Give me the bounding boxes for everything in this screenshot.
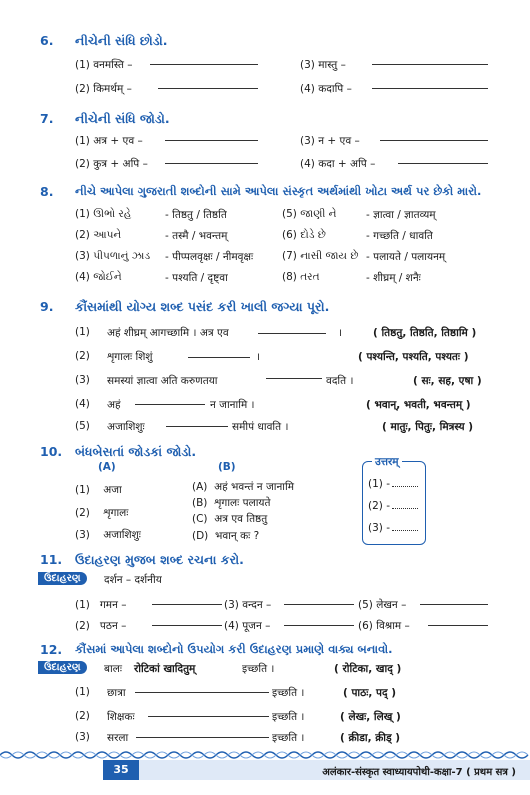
q8-right-options: - शीघ्रम् / शनैः [366, 272, 421, 284]
match-right-item: (D) भवान् कः ? [192, 530, 260, 542]
answer-line[interactable] [150, 64, 258, 65]
answer-box-title: उत्तरम् [372, 455, 402, 469]
example-subject: बालः [104, 663, 122, 675]
q11-item: (3) वन्दन – [224, 599, 272, 611]
q9-sentence: अहं [107, 399, 121, 411]
q11-item: (5) लेखन – [358, 599, 407, 611]
q11-item: (1) गमन – [75, 599, 127, 611]
answer-line[interactable] [284, 604, 354, 605]
example-tag: ઉદાહરણ [38, 661, 87, 674]
q8-right: (7) નાસી જાય છે [282, 250, 359, 262]
q8-left: (2) આપને [75, 229, 122, 241]
answer-line[interactable] [266, 378, 322, 379]
answer-line[interactable] [284, 625, 354, 626]
answer-line[interactable] [398, 163, 488, 164]
answer-line[interactable] [380, 140, 488, 141]
answer-line[interactable] [152, 625, 222, 626]
answer-line[interactable] [152, 604, 222, 605]
answer-line[interactable] [148, 716, 269, 717]
answer-slot: (1) - [368, 478, 390, 490]
q9-options: ( भवान्, भवती, भवन्तम् ) [366, 399, 471, 411]
q12-item-number: (1) [75, 686, 90, 698]
q6-item: (2) किमर्थम् – [75, 83, 132, 95]
q8-left: (3) પીપળાનું ઝાડ [75, 250, 151, 262]
q10-title: બંધબેસતાં જોડકાં જોડો. [75, 444, 197, 459]
answer-line[interactable] [420, 604, 488, 605]
q12-verb: इच्छति । [272, 711, 305, 723]
q8-right: (5) જાણી ને [282, 208, 337, 220]
answer-line[interactable] [165, 163, 258, 164]
footer-book-title: अलंकार-संस्कृत स्वाध्यायपोथी-कक्षा-7 ( प्रथम सत्र ) [322, 767, 516, 778]
q6-item: (3) मास्तु – [300, 59, 346, 71]
q8-right-options: - गच्छति / धावति [366, 230, 433, 242]
answer-line[interactable] [392, 530, 418, 531]
q9-options: ( मातुः, पितुः, मित्रस्य ) [382, 421, 474, 433]
q12-options: ( क्रीडा, क्रीड् ) [340, 732, 401, 744]
q8-right: (8) તરત [282, 271, 320, 283]
q9-number: 9. [40, 299, 54, 314]
q9-options: ( तिष्ठतु, तिष्ठति, तिष्ठामि ) [373, 327, 477, 339]
q12-options: ( पाठः, पद् ) [343, 687, 396, 699]
answer-slot: (3) - [368, 522, 390, 534]
q12-title: કૌંસમાં આપેલા શબ્દોનો ઉપયોગ કરી ઉદાહરણ પ્રમાણે વાક્ય બનાવો. [75, 642, 393, 656]
q7-item: (2) कुत्र + अपि – [75, 158, 148, 170]
column-a-header: (A) [98, 461, 116, 473]
q11-item: (6) विश्राम – [358, 620, 410, 632]
q7-item: (1) अत्र + एव – [75, 135, 143, 147]
q10-number: 10. [40, 444, 63, 459]
answer-line[interactable] [428, 625, 488, 626]
page-number: 35 [103, 760, 139, 780]
q12-item-number: (3) [75, 731, 90, 743]
q8-left-options: - पश्यति / दृष्ट्वा [165, 272, 228, 284]
q9-item-number: (5) [75, 420, 90, 432]
match-right-item: (B) शृगालः पलायते [192, 497, 271, 509]
q9-options: ( पश्यन्ति, पश्यति, पश्यतः ) [358, 351, 469, 363]
q12-subject: शिक्षकः [107, 711, 135, 723]
q8-left: (4) જોઈને [75, 271, 122, 283]
q8-right-options: - पलायते / पलायनम् [366, 251, 446, 263]
q8-left-options: - तस्मै / भवन्तम् [165, 230, 228, 242]
answer-line[interactable] [166, 426, 228, 427]
q11-title: ઉદાહરણ મુજબ શબ્દ રચના કરો. [75, 552, 244, 567]
q6-item: (4) कदापि – [300, 83, 352, 95]
q9-sentence: अजाशिशुः [107, 421, 145, 433]
q9-sentence-end: । [256, 351, 260, 363]
q9-sentence-end: वदति । [326, 375, 354, 387]
q6-number: 6. [40, 33, 54, 48]
example-answer: रोटिकां खादितुम् [134, 663, 196, 675]
answer-line[interactable] [188, 357, 250, 358]
column-b-header: (B) [218, 461, 236, 473]
q9-item-number: (4) [75, 398, 90, 410]
q9-sentence: अहं शीघ्रम् आगच्छामि । अत्र एव [107, 327, 229, 339]
example-verb: इच्छति । [242, 663, 275, 675]
q9-item-number: (3) [75, 374, 90, 386]
q8-left-options: - पीप्पलवृक्षः / नीमवृक्षः [165, 251, 254, 263]
q9-title: કૌંસમાંથી યોગ્ય શબ્દ પસંદ કરી ખાલી જગ્યા પૂરો. [75, 299, 330, 314]
example-tag: ઉદાહરણ [38, 572, 87, 585]
q11-item: (4) पूजन – [224, 620, 271, 632]
q9-sentence: समस्यां ज्ञात्वा अति करुणतया [107, 375, 218, 387]
q8-title: નીચે આપેલા ગુજરાતી શબ્દોની સામે આપેલા સંસ્કૃત અર્થમાંથી ખોટા અર્થ પર છેકો મારો. [75, 184, 482, 198]
q9-item-number: (2) [75, 350, 90, 362]
q7-number: 7. [40, 111, 54, 126]
q12-subject: छात्रा [107, 687, 126, 699]
q9-sentence: शृगालः शिशुं [107, 351, 153, 363]
q9-sentence-end: समीपं धावति । [232, 421, 289, 433]
q11-number: 11. [40, 552, 63, 567]
match-left-item: (3) अजाशिशुः [75, 529, 141, 541]
q9-options: ( सः, सह, एषा ) [413, 375, 482, 387]
q12-item-number: (2) [75, 710, 90, 722]
answer-line[interactable] [258, 333, 326, 334]
q8-right-options: - ज्ञात्वा / ज्ञातव्यम् [366, 209, 436, 221]
match-left-item: (1) अजा [75, 484, 122, 496]
q11-item: (2) पठन – [75, 620, 127, 632]
q9-item-number: (1) [75, 326, 90, 338]
answer-line[interactable] [392, 508, 418, 509]
answer-line[interactable] [136, 737, 269, 738]
q12-options: ( लेखः, लिख् ) [340, 711, 401, 723]
q6-item: (1) वनमस्ति – [75, 59, 133, 71]
q12-number: 12. [40, 642, 63, 657]
answer-line[interactable] [392, 486, 418, 487]
answer-line[interactable] [372, 88, 488, 89]
answer-line[interactable] [135, 692, 269, 693]
q12-verb: इच्छति । [272, 732, 305, 744]
q8-right: (6) દોડે છે [282, 229, 326, 241]
q8-left: (1) ઊભો રહે [75, 208, 132, 220]
match-right-item: (C) अत्र एव तिष्ठतु [192, 513, 268, 525]
answer-line[interactable] [135, 404, 205, 405]
q6-title: નીચેની સંધિ છોડો. [75, 33, 168, 48]
q12-subject: सरला [107, 732, 129, 744]
answer-line[interactable] [158, 88, 258, 89]
q9-sentence-end: न जानामि । [210, 399, 255, 411]
q7-title: નીચેની સંધિ જોડો. [75, 111, 170, 126]
q8-left-options: - तिष्ठतु / तिष्ठति [165, 209, 227, 221]
q9-sentence-end: । [338, 327, 342, 339]
q7-item: (4) कदा + अपि – [300, 158, 376, 170]
example-options: ( रोटिका, खाद् ) [334, 663, 402, 675]
q12-verb: इच्छति । [272, 687, 305, 699]
answer-slot: (2) - [368, 500, 390, 512]
match-left-item: (2) शृगालः [75, 507, 129, 519]
match-right-item: (A) अहं भवन्तं न जानामि [192, 481, 295, 493]
answer-line[interactable] [165, 140, 258, 141]
example-text: दर्शन – दर्शनीय [104, 574, 162, 586]
q8-number: 8. [40, 184, 54, 199]
q7-item: (3) न + एव – [300, 135, 360, 147]
answer-line[interactable] [372, 64, 488, 65]
